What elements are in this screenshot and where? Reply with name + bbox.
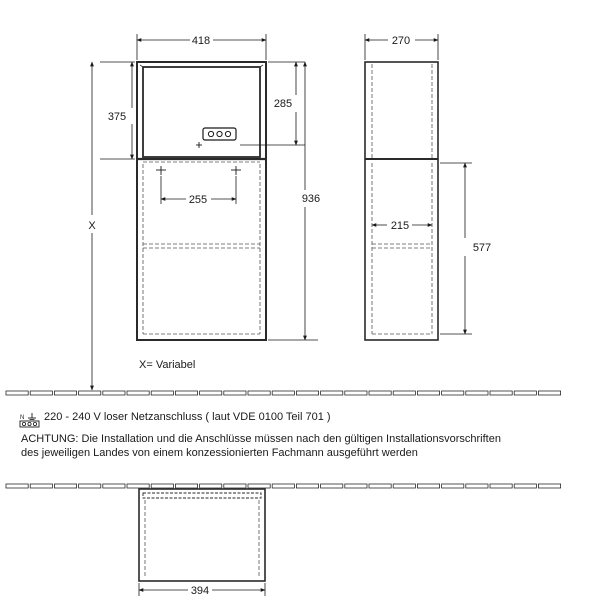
wall-tile [79,391,101,395]
bottom-view-cabinet [139,489,265,581]
dimension-socket-height: 285 [273,98,293,110]
wall-tile [54,484,76,488]
wall-tile [417,391,439,395]
wall-tile [103,391,125,395]
power-connection-note: 220 - 240 V loser Netzanschluss ( laut VDE 0100 Teil 701 ) [44,411,331,423]
wall-tile [296,484,318,488]
dimension-upper-height: 375 [107,111,127,123]
wall-tile [224,391,246,395]
wall-tile [127,391,149,395]
wall-tile [248,391,270,395]
dimension-side-depth: 270 [391,35,411,47]
dimension-total-height: 936 [301,193,321,205]
wall-tile-row-bottom [6,484,561,488]
wall-tile [321,391,343,395]
wall-tile [321,484,343,488]
wall-tile [442,484,464,488]
warning-note-line-2: des jeweiligen Landes von einem konzessionierten Fachmann ausgeführt werden [21,447,418,459]
wall-tile [490,484,512,488]
wall-tile [369,391,391,395]
wall-tile [54,391,76,395]
wall-tile [30,484,52,488]
wall-tile [200,391,222,395]
wall-tile [175,391,197,395]
wall-tile [490,391,512,395]
wall-tile [272,484,294,488]
socket-outlet-icon [196,128,236,148]
wall-tile [466,484,488,488]
wall-tile [200,484,222,488]
wall-tile [514,391,536,395]
wall-tile [224,484,246,488]
svg-text:N: N [20,415,25,421]
wall-tile [151,484,173,488]
wall-tile [103,484,125,488]
wall-tile [6,484,28,488]
wall-tile [369,484,391,488]
dimension-variable-x: X [88,220,96,232]
wall-tile [79,484,101,488]
wall-tile [538,484,560,488]
dimension-inner-depth: 215 [390,220,410,232]
warning-note-line-1: ACHTUNG: Die Installation und die Anschlüsse müssen nach den gültigen Installationsvorschriften [21,433,501,445]
wall-tile [151,391,173,395]
wall-tile [393,484,415,488]
wall-tile [538,391,560,395]
wall-tile [6,391,28,395]
wall-tile [393,391,415,395]
wall-tile [345,484,367,488]
side-dimension-lines [365,34,472,334]
wall-tile [248,484,270,488]
wall-tile-row-top [6,391,561,395]
dimension-socket-spacing: 255 [188,194,208,206]
wall-tile [272,391,294,395]
wall-tile [296,391,318,395]
wall-tile [127,484,149,488]
front-dimension-lines [92,34,321,390]
wall-tile [30,391,52,395]
wall-tile [417,484,439,488]
mounting-point-markers [156,166,241,175]
electrical-connection-icon [19,412,41,428]
dimension-front-width: 418 [191,35,211,47]
wall-tile [345,391,367,395]
variable-legend: X= Variabel [139,359,196,371]
dimension-bottom-width: 394 [190,585,210,597]
side-view-cabinet [365,62,438,340]
wall-tile [514,484,536,488]
wall-tile [175,484,197,488]
wall-tile [466,391,488,395]
wall-tile [442,391,464,395]
dimension-lower-height: 577 [472,242,492,254]
